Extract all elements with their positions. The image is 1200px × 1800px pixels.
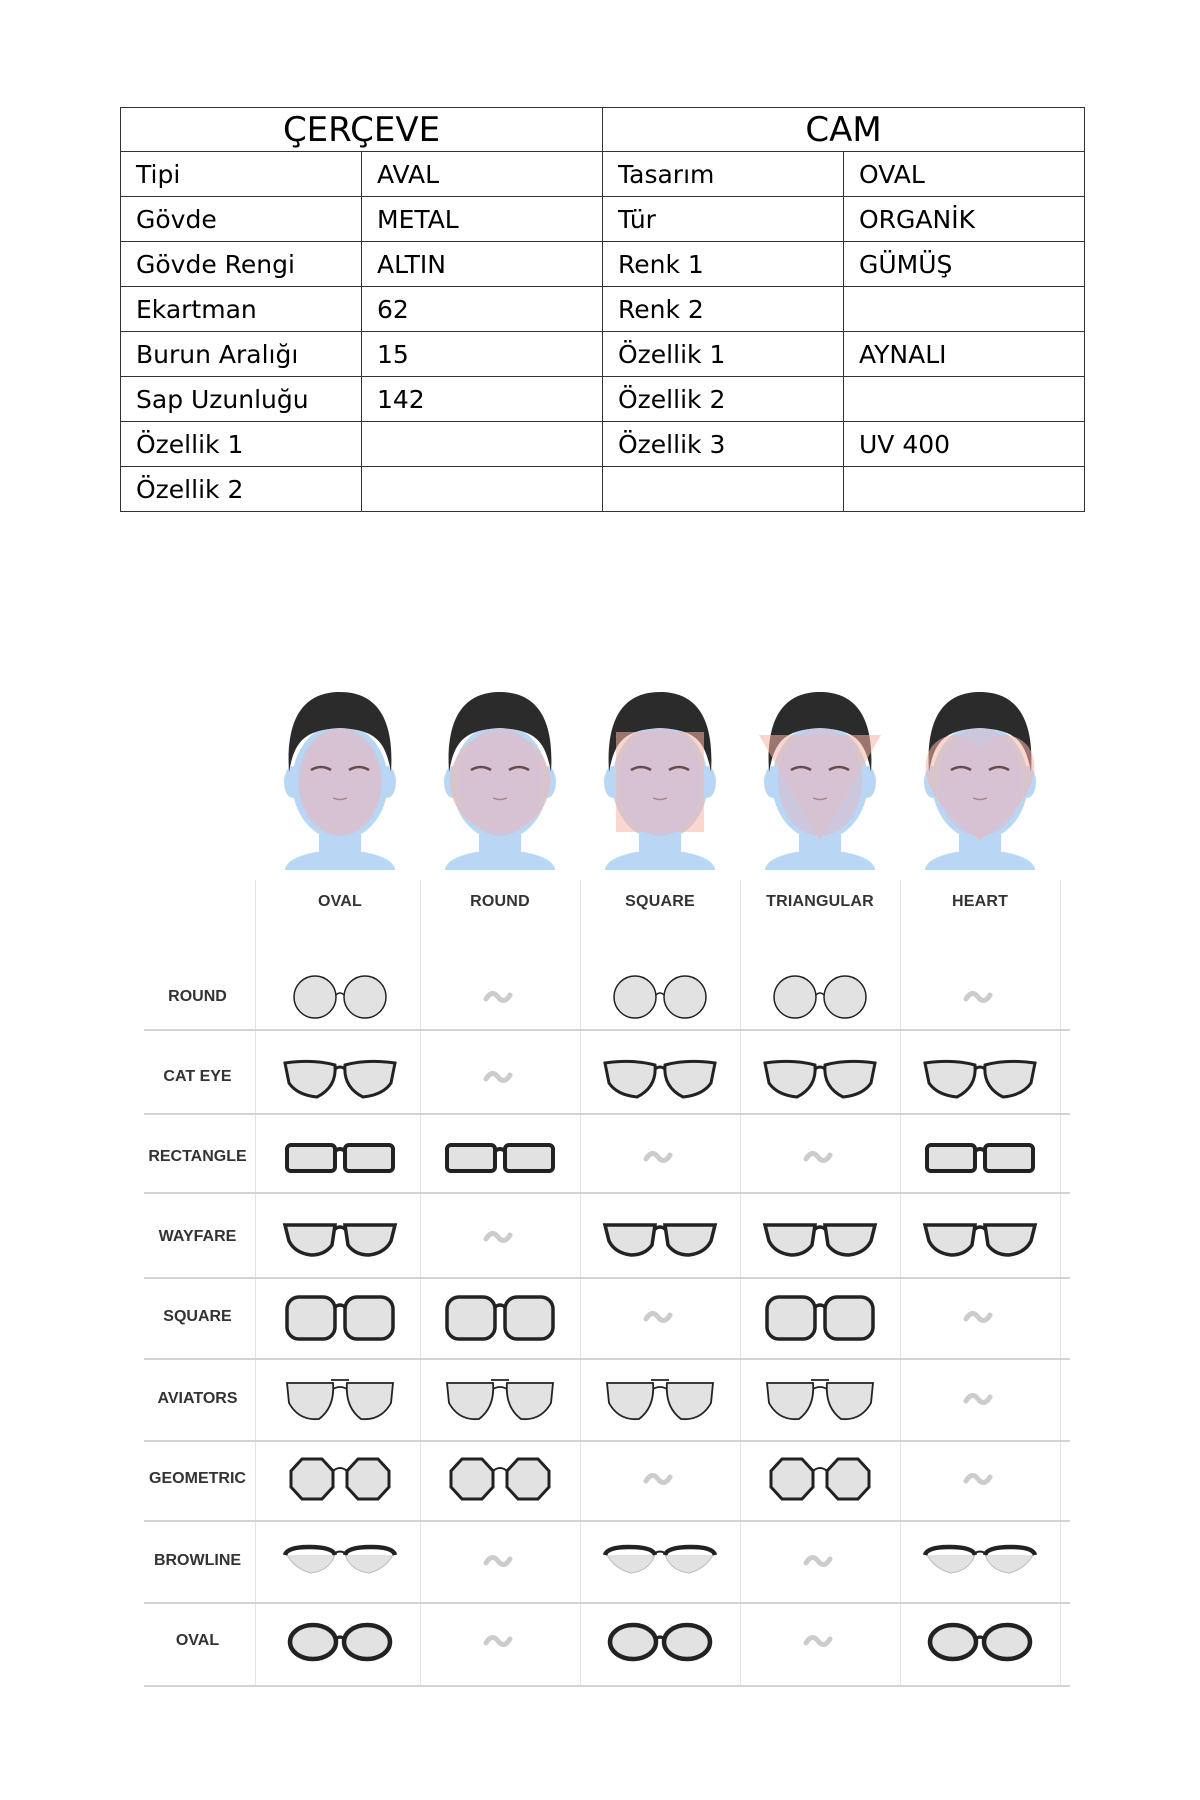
frame-style-label: BROWLINE: [153, 1552, 242, 1569]
square-glasses-icon: [275, 1285, 405, 1349]
lens-label-cell: Renk 1: [603, 242, 844, 287]
row-divider: [144, 1113, 1070, 1115]
row-divider: [144, 1277, 1070, 1279]
browline-glasses-icon: [595, 1529, 725, 1593]
lens-value-cell: OVAL: [844, 152, 1085, 197]
cat-eye-glasses-icon: [595, 1045, 725, 1109]
round-glasses-icon: [595, 965, 725, 1029]
wayfarer-glasses-icon: [915, 1205, 1045, 1269]
face-round-illustration: [435, 690, 565, 870]
face-shape-label: OVAL: [317, 893, 363, 910]
frame-label-cell: Gövde: [121, 197, 362, 242]
not-recommended-icon: [480, 1549, 520, 1573]
row-divider: [144, 1602, 1070, 1604]
face-triangular-illustration: [755, 690, 885, 870]
face-shape-label: ROUND: [470, 893, 530, 910]
face-square-illustration: [595, 690, 725, 870]
lens-label-cell: [603, 467, 844, 512]
row-divider: [144, 1192, 1070, 1194]
geometric-glasses-icon: [755, 1447, 885, 1511]
lens-value-cell: [844, 287, 1085, 332]
frame-label-cell: Burun Aralığı: [121, 332, 362, 377]
browline-glasses-icon: [275, 1529, 405, 1593]
geometric-glasses-icon: [435, 1447, 565, 1511]
lens-label-cell: Özellik 3: [603, 422, 844, 467]
rectangle-glasses-icon: [915, 1125, 1045, 1189]
row-divider: [144, 1440, 1070, 1442]
frame-style-label: AVIATORS: [157, 1390, 238, 1407]
lens-label-cell: Tasarım: [603, 152, 844, 197]
cat-eye-glasses-icon: [755, 1045, 885, 1109]
square-glasses-icon: [755, 1285, 885, 1349]
not-recommended-icon: [640, 1467, 680, 1491]
round-glasses-icon: [755, 965, 885, 1029]
lens-value-cell: UV 400: [844, 422, 1085, 467]
aviator-glasses-icon: [755, 1367, 885, 1431]
frame-value-cell: 15: [362, 332, 603, 377]
face-shape-label: SQUARE: [625, 893, 695, 910]
grid-line: [1060, 880, 1061, 1685]
frame-value-cell: METAL: [362, 197, 603, 242]
spec-row: [121, 422, 1085, 467]
lens-label-cell: Özellik 2: [603, 377, 844, 422]
frame-style-label: GEOMETRIC: [149, 1470, 246, 1487]
face-shape-chart: [140, 690, 1070, 1700]
cat-eye-glasses-icon: [915, 1045, 1045, 1109]
not-recommended-icon: [800, 1145, 840, 1169]
frame-label-cell: Tipi: [121, 152, 362, 197]
row-divider: [144, 1520, 1070, 1522]
oval-glasses-icon: [595, 1609, 725, 1673]
spec-body: [121, 152, 1085, 512]
frame-label-cell: Ekartman: [121, 287, 362, 332]
face-shape-label: HEART: [951, 893, 1009, 910]
frame-value-cell: [362, 467, 603, 512]
wayfarer-glasses-icon: [595, 1205, 725, 1269]
lens-value-cell: [844, 377, 1085, 422]
not-recommended-icon: [640, 1305, 680, 1329]
not-recommended-icon: [800, 1629, 840, 1653]
not-recommended-icon: [800, 1549, 840, 1573]
grid-line: [580, 880, 581, 1685]
aviator-glasses-icon: [435, 1367, 565, 1431]
frame-label-cell: Sap Uzunluğu: [121, 377, 362, 422]
frame-header: ÇERÇEVE: [121, 108, 603, 152]
wayfarer-glasses-icon: [275, 1205, 405, 1269]
oval-glasses-icon: [275, 1609, 405, 1673]
not-recommended-icon: [480, 1225, 520, 1249]
face-oval-illustration: [275, 690, 405, 870]
square-glasses-icon: [435, 1285, 565, 1349]
not-recommended-icon: [480, 1629, 520, 1653]
not-recommended-icon: [480, 985, 520, 1009]
spec-table: [120, 107, 1085, 512]
lens-label-cell: Renk 2: [603, 287, 844, 332]
spec-row: [121, 152, 1085, 197]
not-recommended-icon: [480, 1065, 520, 1089]
spec-header-row: [121, 108, 1085, 152]
face-heart-illustration: [915, 690, 1045, 870]
frame-style-label: SQUARE: [163, 1308, 232, 1325]
frame-style-label: ROUND: [168, 988, 227, 1005]
spec-row: [121, 242, 1085, 287]
lens-value-cell: AYNALI: [844, 332, 1085, 377]
frame-label-cell: Özellik 2: [121, 467, 362, 512]
frame-value-cell: AVAL: [362, 152, 603, 197]
grid-line: [900, 880, 901, 1685]
lens-header: CAM: [603, 108, 1085, 152]
frame-value-cell: 142: [362, 377, 603, 422]
frame-style-label: RECTANGLE: [148, 1148, 247, 1165]
frame-value-cell: 62: [362, 287, 603, 332]
grid-line: [255, 880, 256, 1685]
browline-glasses-icon: [915, 1529, 1045, 1593]
frame-style-label: CAT EYE: [163, 1068, 232, 1085]
not-recommended-icon: [960, 1467, 1000, 1491]
grid-line: [420, 880, 421, 1685]
round-glasses-icon: [275, 965, 405, 1029]
wayfarer-glasses-icon: [755, 1205, 885, 1269]
spec-row: [121, 287, 1085, 332]
spec-row: [121, 332, 1085, 377]
frame-label-cell: Özellik 1: [121, 422, 362, 467]
cat-eye-glasses-icon: [275, 1045, 405, 1109]
frame-style-label: WAYFARE: [158, 1228, 237, 1245]
row-divider: [144, 1685, 1070, 1687]
not-recommended-icon: [960, 1387, 1000, 1411]
not-recommended-icon: [960, 1305, 1000, 1329]
spec-row: [121, 467, 1085, 512]
not-recommended-icon: [640, 1145, 680, 1169]
face-shape-label: TRIANGULAR: [766, 893, 874, 910]
lens-value-cell: [844, 467, 1085, 512]
frame-value-cell: [362, 422, 603, 467]
not-recommended-icon: [960, 985, 1000, 1009]
spec-row: [121, 197, 1085, 242]
frame-value-cell: ALTIN: [362, 242, 603, 287]
lens-value-cell: ORGANİK: [844, 197, 1085, 242]
lens-label-cell: Tür: [603, 197, 844, 242]
rectangle-glasses-icon: [435, 1125, 565, 1189]
geometric-glasses-icon: [275, 1447, 405, 1511]
row-divider: [144, 1358, 1070, 1360]
row-divider: [144, 1029, 1070, 1031]
frame-style-label: OVAL: [175, 1632, 220, 1649]
aviator-glasses-icon: [595, 1367, 725, 1431]
grid-line: [740, 880, 741, 1685]
oval-glasses-icon: [915, 1609, 1045, 1673]
frame-label-cell: Gövde Rengi: [121, 242, 362, 287]
lens-label-cell: Özellik 1: [603, 332, 844, 377]
aviator-glasses-icon: [275, 1367, 405, 1431]
spec-row: [121, 377, 1085, 422]
rectangle-glasses-icon: [275, 1125, 405, 1189]
lens-value-cell: GÜMÜŞ: [844, 242, 1085, 287]
